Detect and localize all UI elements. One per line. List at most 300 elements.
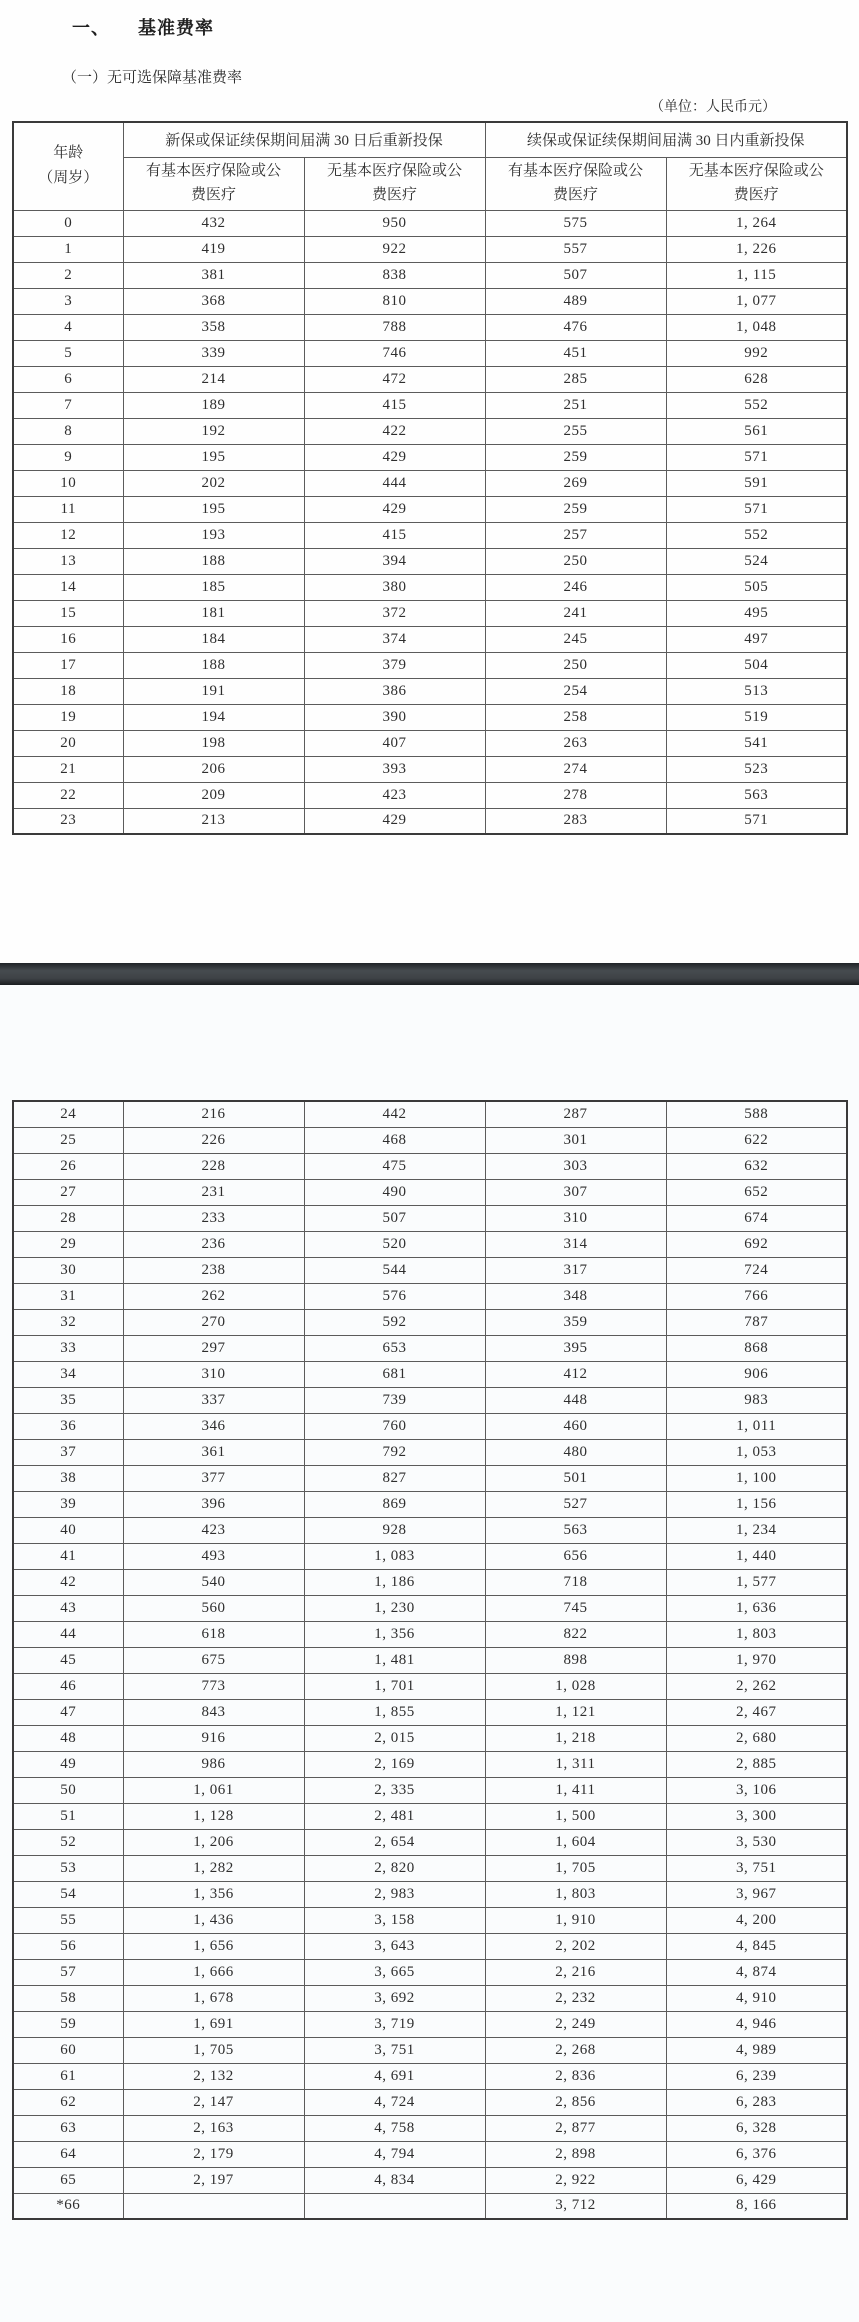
age-cell: 13 xyxy=(13,548,123,574)
age-cell: 12 xyxy=(13,522,123,548)
rate-cell: 287 xyxy=(485,1101,666,1127)
rate-cell: 245 xyxy=(485,626,666,652)
age-cell: 8 xyxy=(13,418,123,444)
rate-cell: 1, 218 xyxy=(485,1725,666,1751)
rate-cell: 3, 665 xyxy=(304,1959,485,1985)
rate-cell: 195 xyxy=(123,444,304,470)
age-cell: 28 xyxy=(13,1205,123,1231)
rate-cell: 822 xyxy=(485,1621,666,1647)
rate-cell: 523 xyxy=(666,756,847,782)
rate-cell: 238 xyxy=(123,1257,304,1283)
rate-cell: 259 xyxy=(485,496,666,522)
rate-cell: 1, 226 xyxy=(666,236,847,262)
rate-cell: 374 xyxy=(304,626,485,652)
table-row xyxy=(13,2063,847,2089)
rate-cell: 475 xyxy=(304,1153,485,1179)
rate-cell: 2, 922 xyxy=(485,2167,666,2193)
rate-cell: 1, 666 xyxy=(123,1959,304,1985)
rate-cell: 2, 898 xyxy=(485,2141,666,2167)
table-row xyxy=(13,418,847,444)
rate-cell: 4, 758 xyxy=(304,2115,485,2141)
rate-cell: 3, 106 xyxy=(666,1777,847,1803)
table-row xyxy=(13,2011,847,2037)
table-row xyxy=(13,1413,847,1439)
age-cell: *66 xyxy=(13,2193,123,2219)
rate-cell: 1, 028 xyxy=(485,1673,666,1699)
rate-cell: 258 xyxy=(485,704,666,730)
rate-cell: 1, 970 xyxy=(666,1647,847,1673)
rate-cell: 2, 856 xyxy=(485,2089,666,2115)
rate-cell: 254 xyxy=(485,678,666,704)
table-row xyxy=(13,1465,847,1491)
rate-cell: 432 xyxy=(123,210,304,236)
rate-cell: 519 xyxy=(666,704,847,730)
rate-table-page2 xyxy=(12,1100,848,2220)
table-row xyxy=(13,1907,847,1933)
rate-cell: 1, 186 xyxy=(304,1569,485,1595)
rate-cell: 6, 239 xyxy=(666,2063,847,2089)
rate-table-page1 xyxy=(12,121,848,835)
age-cell: 17 xyxy=(13,652,123,678)
rate-cell: 468 xyxy=(304,1127,485,1153)
rate-cell: 493 xyxy=(123,1543,304,1569)
rate-cell: 4, 946 xyxy=(666,2011,847,2037)
rate-cell: 2, 249 xyxy=(485,2011,666,2037)
rate-cell: 552 xyxy=(666,392,847,418)
table-row xyxy=(13,1803,847,1829)
header-group-new: 新保或保证续保期间届满 30 日后重新投保 xyxy=(123,122,485,157)
rate-cell: 524 xyxy=(666,548,847,574)
rate-cell: 415 xyxy=(304,392,485,418)
table-row xyxy=(13,2167,847,2193)
rate-cell: 495 xyxy=(666,600,847,626)
rate-cell: 442 xyxy=(304,1101,485,1127)
rate-cell: 4, 845 xyxy=(666,1933,847,1959)
rate-cell: 2, 820 xyxy=(304,1855,485,1881)
table-row xyxy=(13,678,847,704)
rate-cell: 916 xyxy=(123,1725,304,1751)
rate-cell: 1, 077 xyxy=(666,288,847,314)
rate-cell: 507 xyxy=(485,262,666,288)
table-row xyxy=(13,1985,847,2011)
age-cell: 65 xyxy=(13,2167,123,2193)
rate-cell: 986 xyxy=(123,1751,304,1777)
rate-cell: 552 xyxy=(666,522,847,548)
rate-cell: 361 xyxy=(123,1439,304,1465)
rate-cell: 2, 216 xyxy=(485,1959,666,1985)
rate-cell: 1, 115 xyxy=(666,262,847,288)
age-cell: 48 xyxy=(13,1725,123,1751)
rate-cell: 1, 100 xyxy=(666,1465,847,1491)
rate-cell: 540 xyxy=(123,1569,304,1595)
table-row xyxy=(13,2089,847,2115)
rate-cell: 591 xyxy=(666,470,847,496)
age-cell: 19 xyxy=(13,704,123,730)
rate-cell: 2, 132 xyxy=(123,2063,304,2089)
rate-cell: 3, 530 xyxy=(666,1829,847,1855)
rate-cell: 520 xyxy=(304,1231,485,1257)
rate-cell: 571 xyxy=(666,496,847,522)
age-cell: 24 xyxy=(13,1101,123,1127)
age-cell: 22 xyxy=(13,782,123,808)
table-row xyxy=(13,756,847,782)
table-row xyxy=(13,1387,847,1413)
age-cell: 36 xyxy=(13,1413,123,1439)
rate-cell: 423 xyxy=(123,1517,304,1543)
rate-cell: 246 xyxy=(485,574,666,600)
page-1 xyxy=(0,0,859,963)
rate-cell: 622 xyxy=(666,1127,847,1153)
rate-cell: 505 xyxy=(666,574,847,600)
rate-cell: 3, 751 xyxy=(304,2037,485,2063)
page-2-content xyxy=(0,985,859,2220)
rate-cell: 314 xyxy=(485,1231,666,1257)
age-cell: 34 xyxy=(13,1361,123,1387)
age-cell: 50 xyxy=(13,1777,123,1803)
age-cell: 7 xyxy=(13,392,123,418)
rate-cell: 766 xyxy=(666,1283,847,1309)
table-row xyxy=(13,314,847,340)
table-row xyxy=(13,1283,847,1309)
rate-cell: 2, 232 xyxy=(485,1985,666,2011)
rate-cell: 191 xyxy=(123,678,304,704)
rate-cell: 1, 061 xyxy=(123,1777,304,1803)
rate-cell: 193 xyxy=(123,522,304,548)
rate-cell: 390 xyxy=(304,704,485,730)
age-cell: 57 xyxy=(13,1959,123,1985)
rate-cell: 372 xyxy=(304,600,485,626)
rate-cell: 429 xyxy=(304,496,485,522)
rate-cell: 507 xyxy=(304,1205,485,1231)
rate-cell: 1, 705 xyxy=(123,2037,304,2063)
rate-cell: 1, 011 xyxy=(666,1413,847,1439)
rate-cell: 337 xyxy=(123,1387,304,1413)
rate-cell: 226 xyxy=(123,1127,304,1153)
rate-cell: 233 xyxy=(123,1205,304,1231)
rate-cell: 339 xyxy=(123,340,304,366)
rate-cell: 1, 083 xyxy=(304,1543,485,1569)
page-2 xyxy=(0,985,859,2322)
rate-cell: 394 xyxy=(304,548,485,574)
rate-cell: 6, 328 xyxy=(666,2115,847,2141)
age-cell: 51 xyxy=(13,1803,123,1829)
age-cell: 38 xyxy=(13,1465,123,1491)
age-cell: 1 xyxy=(13,236,123,262)
age-cell: 64 xyxy=(13,2141,123,2167)
age-cell: 47 xyxy=(13,1699,123,1725)
rate-cell: 1, 282 xyxy=(123,1855,304,1881)
table-row xyxy=(13,1231,847,1257)
rate-cell: 1, 264 xyxy=(666,210,847,236)
rate-cell: 412 xyxy=(485,1361,666,1387)
rate-cell: 429 xyxy=(304,444,485,470)
rate-cell: 504 xyxy=(666,652,847,678)
table-row xyxy=(13,1491,847,1517)
rate-cell: 3, 692 xyxy=(304,1985,485,2011)
age-cell: 2 xyxy=(13,262,123,288)
rate-cell: 2, 268 xyxy=(485,2037,666,2063)
rate-cell: 681 xyxy=(304,1361,485,1387)
table-row xyxy=(13,626,847,652)
age-cell: 63 xyxy=(13,2115,123,2141)
age-cell: 31 xyxy=(13,1283,123,1309)
rate-cell: 527 xyxy=(485,1491,666,1517)
table-row xyxy=(13,704,847,730)
rate-cell: 618 xyxy=(123,1621,304,1647)
rate-cell: 3, 643 xyxy=(304,1933,485,1959)
table-row xyxy=(13,366,847,392)
rate-cell xyxy=(123,2193,304,2219)
rate-cell: 263 xyxy=(485,730,666,756)
rate-cell: 497 xyxy=(666,626,847,652)
age-cell: 5 xyxy=(13,340,123,366)
table-row xyxy=(13,1335,847,1361)
table-row xyxy=(13,1257,847,1283)
rate-cell: 310 xyxy=(485,1205,666,1231)
table-row xyxy=(13,1777,847,1803)
rate-cell: 4, 989 xyxy=(666,2037,847,2063)
rate-cell: 922 xyxy=(304,236,485,262)
rate-table-body-page1 xyxy=(13,210,847,834)
rate-cell: 377 xyxy=(123,1465,304,1491)
rate-cell: 216 xyxy=(123,1101,304,1127)
table-row xyxy=(13,730,847,756)
age-cell: 35 xyxy=(13,1387,123,1413)
rate-cell: 541 xyxy=(666,730,847,756)
section-subtitle: （一）无可选保障基准费率 xyxy=(62,70,243,86)
rate-cell: 8, 166 xyxy=(666,2193,847,2219)
rate-cell: 718 xyxy=(485,1569,666,1595)
table-row xyxy=(13,444,847,470)
rate-cell: 4, 724 xyxy=(304,2089,485,2115)
rate-cell: 1, 048 xyxy=(666,314,847,340)
rate-cell: 255 xyxy=(485,418,666,444)
rate-cell: 395 xyxy=(485,1335,666,1361)
rate-cell: 2, 335 xyxy=(304,1777,485,1803)
rate-cell: 1, 855 xyxy=(304,1699,485,1725)
rate-cell: 4, 910 xyxy=(666,1985,847,2011)
rate-cell: 444 xyxy=(304,470,485,496)
rate-cell: 827 xyxy=(304,1465,485,1491)
rate-cell: 1, 500 xyxy=(485,1803,666,1829)
rate-cell: 2, 197 xyxy=(123,2167,304,2193)
rate-cell: 571 xyxy=(666,444,847,470)
age-cell: 41 xyxy=(13,1543,123,1569)
header-new-with-insurance: 有基本医疗保险或公费医疗 xyxy=(123,157,304,210)
rate-cell: 460 xyxy=(485,1413,666,1439)
rate-cell: 576 xyxy=(304,1283,485,1309)
rate-cell: 632 xyxy=(666,1153,847,1179)
page-break-divider xyxy=(0,963,859,985)
rate-cell: 270 xyxy=(123,1309,304,1335)
header-age-line1: 年龄 xyxy=(53,144,84,161)
age-cell: 39 xyxy=(13,1491,123,1517)
rate-cell: 192 xyxy=(123,418,304,444)
rate-cell: 3, 158 xyxy=(304,1907,485,1933)
table-row xyxy=(13,600,847,626)
rate-cell: 393 xyxy=(304,756,485,782)
rate-cell: 692 xyxy=(666,1231,847,1257)
rate-cell: 250 xyxy=(485,548,666,574)
age-cell: 3 xyxy=(13,288,123,314)
section-title-text: 基准费率 xyxy=(138,18,214,38)
rate-cell: 415 xyxy=(304,522,485,548)
rate-cell: 209 xyxy=(123,782,304,808)
rate-cell: 2, 680 xyxy=(666,1725,847,1751)
age-cell: 10 xyxy=(13,470,123,496)
rate-cell: 1, 121 xyxy=(485,1699,666,1725)
rate-cell: 301 xyxy=(485,1127,666,1153)
age-cell: 29 xyxy=(13,1231,123,1257)
rate-cell: 274 xyxy=(485,756,666,782)
rate-cell: 3, 712 xyxy=(485,2193,666,2219)
age-cell: 33 xyxy=(13,1335,123,1361)
table-row xyxy=(13,1829,847,1855)
age-cell: 62 xyxy=(13,2089,123,2115)
rate-cell: 760 xyxy=(304,1413,485,1439)
rate-cell: 788 xyxy=(304,314,485,340)
rate-cell: 1, 053 xyxy=(666,1439,847,1465)
table-row xyxy=(13,236,847,262)
age-cell: 21 xyxy=(13,756,123,782)
rate-cell: 868 xyxy=(666,1335,847,1361)
rate-cell: 228 xyxy=(123,1153,304,1179)
header-renew-with-insurance: 有基本医疗保险或公费医疗 xyxy=(485,157,666,210)
rate-cell: 544 xyxy=(304,1257,485,1283)
rate-cell: 386 xyxy=(304,678,485,704)
rate-cell: 563 xyxy=(666,782,847,808)
table-row xyxy=(13,1595,847,1621)
rate-cell: 202 xyxy=(123,470,304,496)
rate-cell: 653 xyxy=(304,1335,485,1361)
age-cell: 42 xyxy=(13,1569,123,1595)
rate-cell: 563 xyxy=(485,1517,666,1543)
rate-cell: 2, 885 xyxy=(666,1751,847,1777)
age-cell: 9 xyxy=(13,444,123,470)
rate-cell: 1, 803 xyxy=(666,1621,847,1647)
header-age xyxy=(13,122,123,210)
rate-cell: 1, 481 xyxy=(304,1647,485,1673)
rate-cell: 285 xyxy=(485,366,666,392)
rate-cell: 838 xyxy=(304,262,485,288)
rate-cell: 2, 163 xyxy=(123,2115,304,2141)
rate-cell: 906 xyxy=(666,1361,847,1387)
rate-cell: 983 xyxy=(666,1387,847,1413)
rate-cell: 236 xyxy=(123,1231,304,1257)
rate-cell: 476 xyxy=(485,314,666,340)
table-row xyxy=(13,1959,847,1985)
age-cell: 4 xyxy=(13,314,123,340)
rate-cell: 250 xyxy=(485,652,666,678)
rate-cell: 429 xyxy=(304,808,485,834)
rate-cell: 303 xyxy=(485,1153,666,1179)
table-row xyxy=(13,262,847,288)
rate-cell: 185 xyxy=(123,574,304,600)
rate-cell: 2, 877 xyxy=(485,2115,666,2141)
table-row xyxy=(13,392,847,418)
rate-cell: 490 xyxy=(304,1179,485,1205)
rate-cell: 739 xyxy=(304,1387,485,1413)
rate-table-body-page2 xyxy=(13,1101,847,2219)
header-group-row xyxy=(13,122,847,157)
age-cell: 37 xyxy=(13,1439,123,1465)
table-row xyxy=(13,1569,847,1595)
rate-cell: 2, 262 xyxy=(666,1673,847,1699)
rate-cell: 656 xyxy=(485,1543,666,1569)
rate-cell: 950 xyxy=(304,210,485,236)
rate-cell: 575 xyxy=(485,210,666,236)
rate-cell: 307 xyxy=(485,1179,666,1205)
rate-cell: 4, 200 xyxy=(666,1907,847,1933)
rate-cell: 348 xyxy=(485,1283,666,1309)
age-cell: 30 xyxy=(13,1257,123,1283)
rate-cell: 423 xyxy=(304,782,485,808)
rate-cell: 2, 481 xyxy=(304,1803,485,1829)
rate-cell: 898 xyxy=(485,1647,666,1673)
rate-cell: 214 xyxy=(123,366,304,392)
age-cell: 23 xyxy=(13,808,123,834)
rate-cell: 773 xyxy=(123,1673,304,1699)
rate-cell: 2, 015 xyxy=(304,1725,485,1751)
rate-cell: 560 xyxy=(123,1595,304,1621)
rate-cell: 592 xyxy=(304,1309,485,1335)
age-cell: 16 xyxy=(13,626,123,652)
rate-cell: 3, 751 xyxy=(666,1855,847,1881)
rate-cell: 1, 691 xyxy=(123,2011,304,2037)
age-cell: 18 xyxy=(13,678,123,704)
rate-cell: 3, 719 xyxy=(304,2011,485,2037)
rate-cell: 1, 701 xyxy=(304,1673,485,1699)
table-row xyxy=(13,210,847,236)
table-row xyxy=(13,652,847,678)
rate-cell xyxy=(304,2193,485,2219)
rate-cell: 557 xyxy=(485,236,666,262)
rate-cell: 6, 429 xyxy=(666,2167,847,2193)
table-row xyxy=(13,1673,847,1699)
table-row xyxy=(13,1309,847,1335)
rate-cell: 4, 794 xyxy=(304,2141,485,2167)
rate-cell: 259 xyxy=(485,444,666,470)
rate-cell: 2, 654 xyxy=(304,1829,485,1855)
age-cell: 15 xyxy=(13,600,123,626)
age-cell: 25 xyxy=(13,1127,123,1153)
table-row xyxy=(13,2141,847,2167)
age-cell: 45 xyxy=(13,1647,123,1673)
rate-cell: 724 xyxy=(666,1257,847,1283)
rate-cell: 2, 983 xyxy=(304,1881,485,1907)
rate-cell: 241 xyxy=(485,600,666,626)
table-row xyxy=(13,1127,847,1153)
rate-cell: 4, 874 xyxy=(666,1959,847,1985)
rate-cell: 480 xyxy=(485,1439,666,1465)
age-cell: 59 xyxy=(13,2011,123,2037)
table-row xyxy=(13,2115,847,2141)
rate-cell: 1, 705 xyxy=(485,1855,666,1881)
age-cell: 53 xyxy=(13,1855,123,1881)
table-row xyxy=(13,1101,847,1127)
rate-cell: 561 xyxy=(666,418,847,444)
table-row xyxy=(13,1517,847,1543)
age-cell: 20 xyxy=(13,730,123,756)
rate-cell: 2, 179 xyxy=(123,2141,304,2167)
rate-cell: 213 xyxy=(123,808,304,834)
age-cell: 27 xyxy=(13,1179,123,1205)
rate-cell: 198 xyxy=(123,730,304,756)
age-cell: 40 xyxy=(13,1517,123,1543)
rate-cell: 381 xyxy=(123,262,304,288)
rate-cell: 472 xyxy=(304,366,485,392)
rate-cell: 4, 834 xyxy=(304,2167,485,2193)
